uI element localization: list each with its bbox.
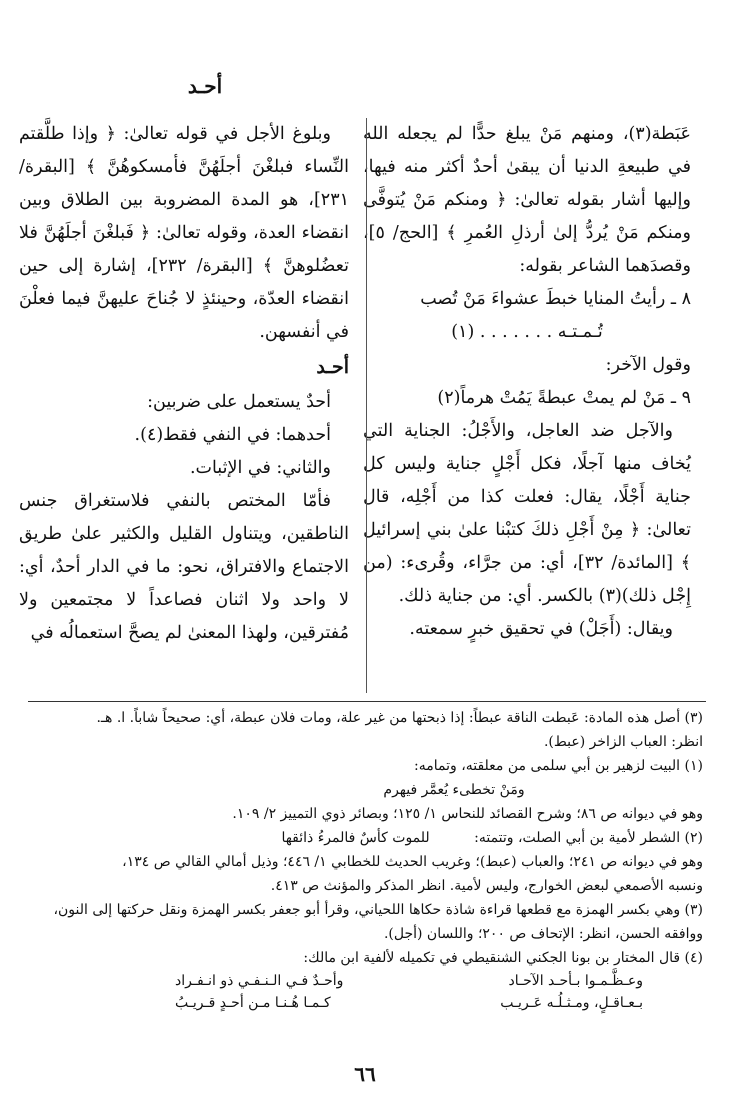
footnote-separator <box>28 701 706 702</box>
other-poet-intro: وقول الآخر: <box>605 355 691 375</box>
footnote-3a: (٣) أصل هذه المادة: عَبطت الناقة عبطاً: إذا ذبحتها من غير علة، ومات فلان عبطة، أي: صحيحاً شاباً. ا. هـ. <box>96 710 703 726</box>
paragraph-bulugh-al-ajal: وبلوغ الأجل في قوله تعالىٰ: ﴿ وإذا طلَّقتم النِّساء فبلغْنَ أجلَهُنَّ فأمسكوهُنَّ ﴾ [البقرة/ ٢٣١]، هو المدة المضروبة بين الطلاق وبين انقضاء العدة، وقوله تعالىٰ: ﴿ فَبلغْنَ أجلَهُنَّ فلا تعضُلوهنَّ ﴾ [البقرة/ ٢٣٢]، إشارة إلى حين انقضاء العدّة، وحينئذٍ لا جُناحَ عليهنَّ فيما فعلْنَ في أنفسهن. <box>19 124 349 342</box>
poem-hemistich: وأحـدٌ فـي الـنـفـي ذو انـفـراد <box>175 973 344 989</box>
footnote-3b-continuation: ووافقه الحسن، انظر: الإتحاف ص ٢٠٠؛ واللسان (أجل). <box>383 926 703 942</box>
poem-row-2 <box>25 992 703 1014</box>
poem-row-1 <box>25 970 703 992</box>
paragraph-abata: عَبَطة(٣)، ومنهم مَنْ يبلغ حدًّا لم يجعله الله في طبيعةِ الدنيا أن يبقىٰ أحدٌ أكثر منه فيها، وإليها أشار بقوله تعالىٰ: ﴿ ومنكم مَنْ يُتوفَّى ومنكم مَنْ يُردُّ إلىٰ أرذلِ العُمرِ ﴾ [الحج/ ٥]، وقصدَهما الشاعر بقوله: <box>363 124 691 276</box>
paragraph-ahad-intro: أحدٌ يستعمل على ضربين: <box>147 392 331 412</box>
poem-hemistich: وعـظَّـمـوا بـأحـد الآحـاد <box>508 973 643 989</box>
footnote-1-verse: ومَنْ تخطىء يُعمَّر فيهرم <box>383 782 525 798</box>
running-header: أحـد <box>187 74 223 98</box>
footnote-2-verse: للموت كأسٌ فالمرءُ ذائقها <box>281 830 430 846</box>
poem-hemistich: بـعـاقـلٍ، ومـثـلُـه عَـريـب <box>500 995 643 1011</box>
paragraph-negation: فأمّا المختص بالنفي فلاستغراق جنس الناطقين، ويتناول القليل والكثير علىٰ طريق الاجتماع والافتراق، نحو: ما في الدار أحدٌ، أي: لا واحد ولا اثنان فصاعداً لا مجتمعين ولا مُفترقين، ولهذا المعنىٰ لم يصحَّ استعمالُه في <box>19 491 349 643</box>
column-divider <box>366 118 367 693</box>
verse-8: ٨ ـ رأيتُ المنايا خبطَ عشواءَ مَنْ تُصب <box>420 289 691 309</box>
entry-heading-ahad: أحـد <box>316 356 349 378</box>
footnote-1: (١) البيت لزهير بن أبي سلمى من معلقته، وتمامه: <box>414 758 703 774</box>
page-number: ٦٦ <box>354 1062 376 1086</box>
footnote-2 <box>25 826 703 850</box>
list-item-second: والثاني: في الإثبات. <box>189 458 331 478</box>
footnote-2-continuation-2: ونسبه الأصمعي لبعض الخوارج، وليس لأمية. انظر المذكر والمؤنث ص ٤١٣. <box>270 878 703 894</box>
right-column <box>363 118 691 646</box>
paragraph-ajal: ويقال: (أَجَلْ) في تحقيق خبرٍ سمعته. <box>409 619 673 639</box>
verse-9: ٩ ـ مَنْ لم يمتْ عبطةً يَمُتْ هرماً(٢) <box>437 388 691 408</box>
footnote-2-text: (٢) الشطر لأمية بن أبي الصلت، وتتمته: <box>474 830 703 846</box>
footnote-2-continuation-1: وهو في ديوانه ص ٢٤١؛ والعباب (عبط)؛ وغريب الحديث للخطابي ١/ ٤٤٦؛ وذيل أمالي القالي ص ١٣٤، <box>122 854 703 870</box>
footnote-3b: (٣) وهي بكسر الهمزة مع قطعها قراءة شاذة حكاها اللحياني، وقرأ أبو جعفر بكسر الهمزة ونقل حركتها إلى النون، <box>53 902 703 918</box>
footnote-1-continuation: وهو في ديوانه ص ٨٦؛ وشرح القصائد للنحاس ١/ ١٢٥؛ وبصائر ذوي التمييز ٢/ ١٠٩. <box>232 806 703 822</box>
verse-8-continuation: تُـمـتـه . . . . . . . (١) <box>451 322 603 342</box>
footnote-4: (٤) قال المختار بن بونا الجكني الشنقيطي في تكميله لألفية ابن مالك: <box>303 950 703 966</box>
list-item-first: أحدهما: في النفي فقط(٤). <box>134 425 331 445</box>
left-column <box>19 118 349 650</box>
poem-hemistich: كـمـا هُـنـا مـن أحـدٍ قـريـبُ <box>175 995 331 1011</box>
paragraph-ajil: والآجل ضد العاجل، والأَجْلُ: الجناية التي يُخاف منها آجلًا، فكل أَجْلٍ جناية وليس كل جناية أَجْلًا، يقال: فعلت كذا من أَجْلِه، قال تعالىٰ: ﴿ مِنْ أَجْلِ ذلكَ كتبْنا علىٰ بني إسرائيل ﴾ [المائدة/ ٣٢]، أي: من جرَّاء، وقُرىء: (من إِجْل ذلك)(٣) بالكسر. أي: من جناية ذلك. <box>363 421 691 606</box>
footnotes <box>25 706 703 1014</box>
footnote-3a-continuation: انظر: العباب الزاخر (عبط). <box>543 734 703 750</box>
